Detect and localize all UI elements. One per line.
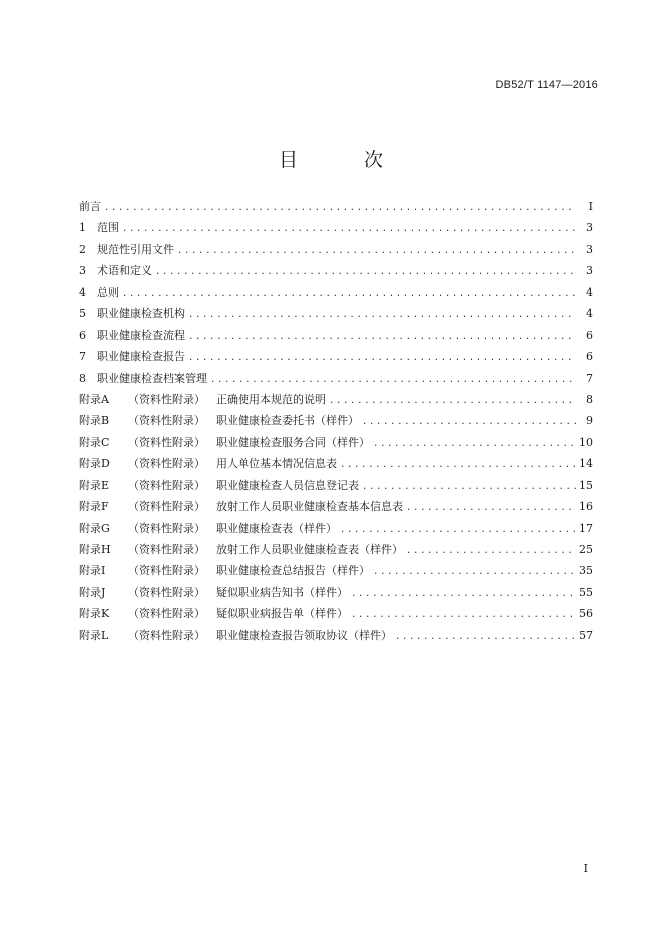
toc-entry-appendix[interactable] (79, 478, 593, 499)
section-number: 7 (79, 350, 86, 364)
appendix-label: 附录B (79, 414, 110, 428)
toc-entry-appendix[interactable] (79, 413, 593, 434)
section-number: 4 (79, 285, 86, 299)
toc-entry-appendix[interactable] (79, 606, 593, 627)
toc-entry-appendix[interactable] (79, 628, 593, 649)
toc-entry-page: 17 (579, 521, 593, 535)
appendix-type: （资料性附录） (128, 564, 205, 578)
toc-entry-appendix[interactable] (79, 435, 593, 456)
footer-page-number: I (583, 862, 588, 875)
appendix-label: 附录H (79, 543, 111, 556)
dot-leader (406, 500, 576, 516)
dot-leader (362, 414, 576, 430)
appendix-label: 附录K (79, 607, 110, 621)
dot-leader (329, 393, 576, 409)
dot-leader (155, 264, 576, 280)
appendix-type: （资料性附录） (128, 478, 205, 492)
appendix-label: 附录G (79, 521, 110, 535)
toc-entry-title: 职业健康检查委托书（样件） (216, 414, 359, 428)
toc-entry-page: 4 (586, 307, 593, 321)
toc-entry-page: 4 (586, 285, 593, 299)
dot-leader (122, 221, 576, 237)
dot-leader (340, 457, 576, 473)
appendix-label: 附录D (79, 457, 110, 471)
dot-leader (351, 607, 576, 623)
toc-entry-title: 职业健康检查总结报告（样件） (216, 564, 370, 578)
toc-entry-page: 15 (579, 478, 593, 492)
appendix-type: （资料性附录） (128, 392, 205, 406)
page-title: 目 次 (278, 149, 414, 171)
toc-entry-title: 术语和定义 (97, 264, 152, 278)
toc-entry-page: 55 (579, 585, 593, 599)
section-number: 1 (79, 221, 86, 235)
toc-entry-page: 9 (586, 414, 593, 428)
section-number: 2 (79, 242, 86, 256)
appendix-type: （资料性附录） (128, 500, 205, 514)
dot-leader (373, 564, 576, 580)
toc-entry-title: 规范性引用文件 (97, 242, 174, 256)
toc-entry-page: 10 (579, 435, 593, 449)
toc-entry-page: 16 (579, 500, 593, 514)
toc-entry-page: I (588, 200, 593, 213)
toc-entry-title: 职业健康检查服务合同（样件） (216, 435, 370, 449)
toc-entry-appendix[interactable] (79, 456, 593, 477)
toc-entry-title: 正确使用本规范的说明 (216, 392, 326, 406)
toc-entry-title: 总则 (97, 285, 119, 299)
toc-entry-title: 职业健康检查流程 (97, 328, 185, 342)
toc-entry-appendix[interactable] (79, 585, 593, 606)
toc-entry-appendix[interactable] (79, 521, 593, 542)
toc-entry-section[interactable] (79, 328, 593, 349)
toc-entry-title: 职业健康检查机构 (97, 307, 185, 321)
toc-entry-appendix[interactable] (79, 542, 593, 563)
appendix-type: （资料性附录） (128, 628, 205, 642)
dot-leader (406, 543, 576, 559)
toc-entry-section[interactable] (79, 306, 593, 327)
toc-entry-page: 6 (586, 350, 593, 364)
section-number: 3 (79, 264, 86, 278)
toc-entry-section[interactable] (79, 285, 593, 306)
appendix-type: （资料性附录） (128, 521, 205, 535)
toc-entry-page: 7 (586, 371, 593, 385)
appendix-type: （资料性附录） (128, 435, 205, 449)
section-number: 5 (79, 307, 86, 321)
toc-entry-section[interactable] (79, 220, 593, 241)
toc-entry-title: 职业健康检查报告领取协议（样件） (216, 628, 392, 642)
dot-leader (104, 200, 576, 216)
appendix-label: 附录F (79, 500, 109, 514)
toc-entry-page: 56 (579, 607, 593, 621)
appendix-type: （资料性附录） (128, 585, 205, 599)
dot-leader (188, 350, 576, 366)
appendix-label: 附录J (79, 585, 106, 599)
dot-leader (373, 436, 576, 452)
toc-entry-title: 疑似职业病报告单（样件） (216, 607, 348, 621)
dot-leader (177, 243, 576, 259)
toc-entry-title: 疑似职业病告知书（样件） (216, 585, 348, 599)
toc-entry-title: 用人单位基本情况信息表 (216, 457, 337, 471)
toc-entry-appendix[interactable] (79, 563, 593, 584)
toc-entry-title: 范围 (97, 221, 119, 235)
toc-entry-appendix[interactable] (79, 499, 593, 520)
toc-entry-foreword[interactable] (79, 199, 593, 220)
appendix-type: （资料性附录） (128, 607, 205, 621)
dot-leader (188, 329, 576, 345)
appendix-type: （资料性附录） (128, 414, 205, 428)
toc-entry-title: 放射工作人员职业健康检查表（样件） (216, 543, 403, 556)
toc-entry-section[interactable] (79, 371, 593, 392)
dot-leader (351, 586, 576, 602)
section-number: 6 (79, 328, 86, 342)
dot-leader (210, 372, 576, 388)
toc-entry-title: 前言 (79, 200, 101, 213)
toc-entry-title: 职业健康检查报告 (97, 350, 185, 364)
table-of-contents (79, 199, 593, 649)
appendix-label: 附录A (79, 392, 109, 406)
toc-entry-title: 职业健康检查人员信息登记表 (216, 478, 359, 492)
toc-entry-page: 25 (579, 543, 593, 556)
appendix-label: 附录I (79, 564, 106, 578)
dot-leader (188, 307, 576, 323)
section-number: 8 (79, 371, 86, 385)
toc-entry-page: 8 (586, 392, 593, 406)
toc-entry-title: 职业健康检查表（样件） (216, 521, 337, 535)
appendix-type: （资料性附录） (128, 457, 205, 471)
standard-code: DB52/T 1147—2016 (495, 79, 598, 91)
toc-entry-section[interactable] (79, 349, 593, 370)
dot-leader (395, 629, 576, 645)
appendix-label: 附录L (79, 628, 109, 642)
toc-entry-page: 6 (586, 328, 593, 342)
toc-entry-page: 35 (579, 564, 593, 578)
toc-entry-page: 3 (586, 221, 593, 235)
dot-leader (122, 286, 576, 302)
toc-entry-appendix[interactable] (79, 392, 593, 413)
appendix-type: （资料性附录） (128, 543, 205, 556)
toc-entry-section[interactable] (79, 263, 593, 284)
toc-entry-page: 3 (586, 242, 593, 256)
appendix-label: 附录C (79, 435, 110, 449)
dot-leader (340, 522, 576, 538)
toc-entry-title: 职业健康检查档案管理 (97, 371, 207, 385)
toc-entry-title: 放射工作人员职业健康检查基本信息表 (216, 500, 403, 514)
toc-entry-section[interactable] (79, 242, 593, 263)
toc-entry-page: 57 (579, 628, 593, 642)
appendix-label: 附录E (79, 478, 110, 492)
toc-entry-page: 3 (586, 264, 593, 278)
dot-leader (362, 479, 576, 495)
toc-entry-page: 14 (579, 457, 593, 471)
